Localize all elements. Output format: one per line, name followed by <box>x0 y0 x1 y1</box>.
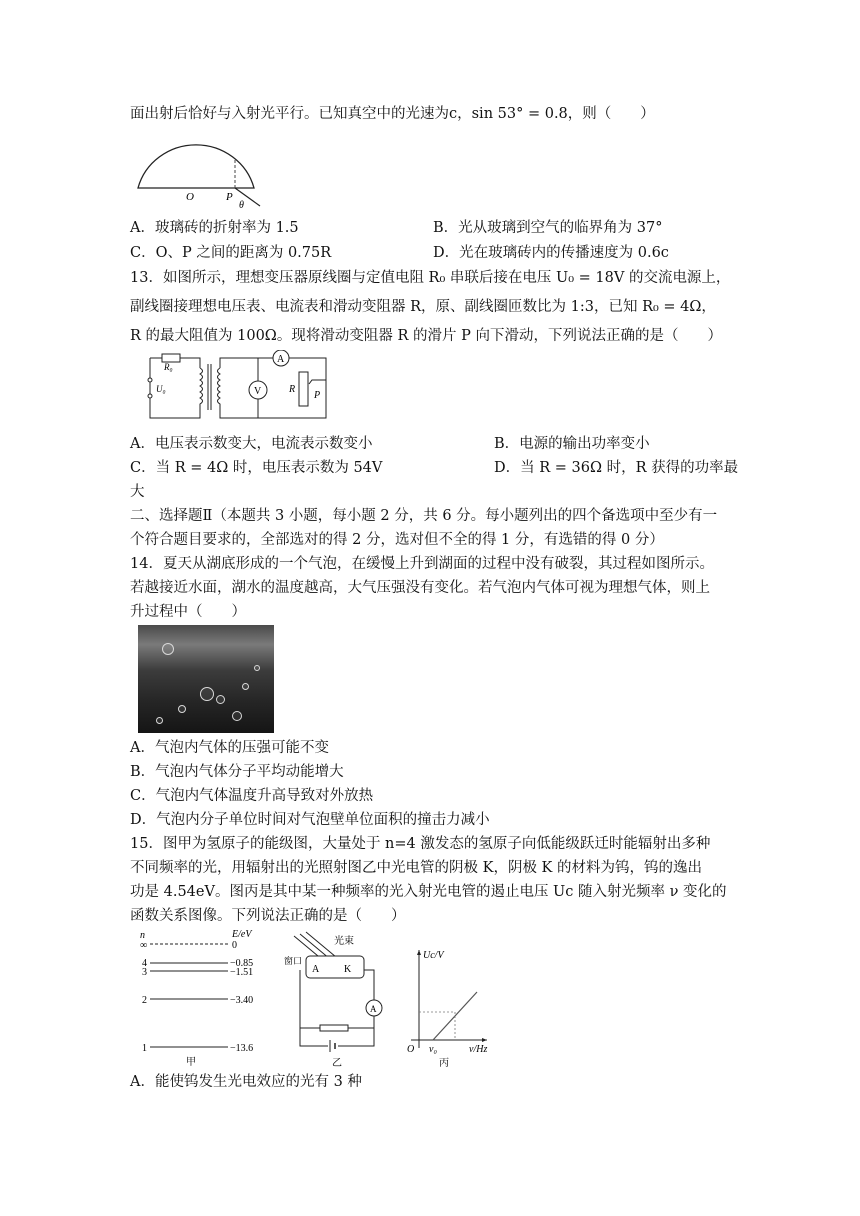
label-v0: ν₀ <box>429 1044 437 1055</box>
q15-line-2: 不同频率的光，用辐射出的光照射图乙中光电管的阴极 K，阴极 K 的材料为钨，钨的逸出 <box>130 860 702 876</box>
q13-option-c: C．当 R = 4Ω 时，电压表示数为 54V <box>130 460 383 476</box>
svg-text:1: 1 <box>142 1043 147 1054</box>
semicircle-glass <box>138 145 254 188</box>
level-inf <box>140 940 237 951</box>
q15-line-3: 功是 4.54eV。图丙是其中某一种频率的光入射光电管的遏止电压 Uc 随入射光频率 ν 变化的 <box>130 884 727 900</box>
label-O: O <box>186 191 194 203</box>
q13-option-b: B．电源的输出功率变小 <box>494 436 650 452</box>
level-2 <box>142 995 253 1006</box>
q12-option-a: A．玻璃砖的折射率为 1.5 <box>130 220 299 236</box>
q12-option-d: D．光在玻璃砖内的传播速度为 0.6c <box>433 245 669 261</box>
q14-line-3: 升过程中（ ） <box>130 604 246 620</box>
q12-semicircle-figure <box>132 128 272 212</box>
q13-line-2: 副线圈接理想电压表、电流表和滑动变阻器 R，原、副线圈匝数比为 1:3，已知 R₀ = 4Ω， <box>130 299 716 315</box>
q13-circuit-figure <box>136 350 336 424</box>
label-r0: R₀ <box>164 362 173 372</box>
label-beam: 光束 <box>334 936 354 947</box>
label-anode: A <box>312 964 320 975</box>
q15-line-4: 函数关系图像。下列说法正确的是（ ） <box>130 908 406 924</box>
svg-text:2: 2 <box>142 995 147 1006</box>
q14-option-c: C．气泡内气体温度升高导致对外放热 <box>130 788 374 804</box>
primary-coil <box>200 368 203 406</box>
secondary-coil <box>218 368 221 406</box>
svg-text:−13.6: −13.6 <box>230 1043 254 1054</box>
section2-line-2: 个符合题目要求的，全部选对的得 2 分，选对但不全的得 1 分，有选错的得 0 分） <box>130 532 664 548</box>
q14-line-1: 14．夏天从湖底形成的一个气泡，在缓慢上升到湖面的过程中没有破裂，其过程如图所示。 <box>130 556 714 572</box>
q12-stem-tail: 面出射后恰好与入射光平行。已知真空中的光速为c，sin 53° = 0.8，则（ ） <box>130 106 655 122</box>
svg-text:3: 3 <box>142 967 147 978</box>
label-window: 窗口 <box>284 956 303 966</box>
caption-bing: 丙 <box>439 1058 449 1069</box>
level-3 <box>142 967 253 978</box>
axis-n: n <box>140 930 145 941</box>
q13-option-d: D．当 R = 36Ω 时，R 获得的功率最 <box>494 460 739 476</box>
label-ammeter: A <box>277 354 285 365</box>
svg-text:∞: ∞ <box>140 940 148 951</box>
label-v-hz: ν/Hz <box>469 1044 488 1055</box>
q12-option-b: B．光从玻璃到空气的临界角为 37° <box>433 220 663 236</box>
label-cathode: K <box>344 964 352 975</box>
svg-text:4: 4 <box>142 958 147 969</box>
label-uc: Uc/V <box>423 950 444 961</box>
potentiometer <box>320 1025 348 1031</box>
stopping-voltage-graph <box>395 930 495 1070</box>
caption-jia: 甲 <box>186 1057 196 1068</box>
q13-line-3: R 的最大阻值为 100Ω。现将滑动变阻器 R 的滑片 P 向下滑动，下列说法正确的是（ ） <box>130 328 722 344</box>
label-r: R <box>289 384 296 395</box>
svg-text:−3.40: −3.40 <box>230 995 254 1006</box>
q15-option-a: A．能使钨发生光电效应的光有 3 种 <box>130 1074 362 1090</box>
bubbles-photo <box>138 625 274 733</box>
caption-yi: 乙 <box>332 1058 342 1069</box>
axis-e: E/eV <box>232 929 252 940</box>
level-1 <box>142 1043 253 1054</box>
label-u0: U₀ <box>156 384 166 394</box>
energy-level-diagram <box>136 926 266 1068</box>
label-ammeter-yi: A <box>370 1004 377 1014</box>
label-P: P <box>226 191 233 203</box>
svg-text:0: 0 <box>232 940 237 951</box>
label-theta: θ <box>239 200 244 211</box>
section2-line-1: 二、选择题Ⅱ（本题共 3 小题，每小题 2 分，共 6 分。每小题列出的四个备选项中至少有一 <box>130 508 718 524</box>
label-p: P <box>314 390 321 401</box>
svg-text:−0.85: −0.85 <box>230 958 254 969</box>
q13-option-a: A．电压表示数变大，电流表示数变小 <box>130 436 373 452</box>
q14-line-2: 若越接近水面，湖水的温度越高，大气压强没有变化。若气泡内气体可视为理想气体，则上 <box>130 580 710 596</box>
resistor-r0 <box>162 354 180 362</box>
phototube-circuit <box>282 930 392 1070</box>
q14-option-d: D．气泡内分子单位时间对气泡壁单位面积的撞击力减小 <box>130 812 490 828</box>
q12-option-c: C．O、P 之间的距离为 0.75R <box>130 245 332 261</box>
q13-line-1: 13．如图所示，理想变压器原线圈与定值电阻 R₀ 串联后接在电压 U₀ = 18V 的交流电源上， <box>130 270 731 286</box>
label-origin: O <box>407 1044 415 1055</box>
q14-option-b: B．气泡内气体分子平均动能增大 <box>130 764 344 780</box>
q14-option-a: A．气泡内气体的压强可能不变 <box>130 740 329 756</box>
q13-option-d-continued: 大 <box>130 484 145 500</box>
q15-line-1: 15．图甲为氢原子的能级图，大量处于 n=4 激发态的氢原子向低能级跃迁时能辐射出多种 <box>130 836 711 852</box>
svg-text:−1.51: −1.51 <box>230 967 254 978</box>
rheostat-r <box>299 372 308 406</box>
label-voltmeter: V <box>254 386 262 397</box>
